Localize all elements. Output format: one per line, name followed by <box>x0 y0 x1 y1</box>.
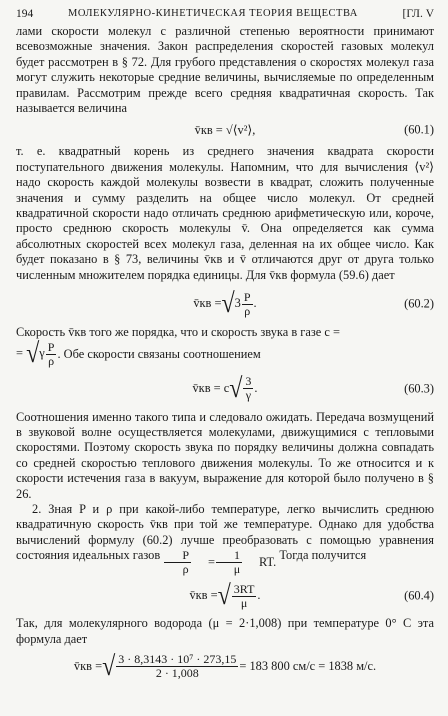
equation-60-3: v̄кв = c √ $\frac{3}{\gamma}$ . (60.3) <box>192 373 434 404</box>
equation-number: (60.1) <box>404 122 434 137</box>
equation-60-4: v̄кв = √ $\frac{3RT}{\mu}$ . (60.4) <box>189 581 434 612</box>
paragraph-4: Соотношения именно такого типа и следовало ожидать. Передача возмущений в звуковой волне осуществляется молекулами, движущимися с тепловыми скоростями. Поэтому скорость звука по порядку величины должна совпадать со средней скоростью теплового движения молекулы. То же относится и к скорости истечения газа в вакуум, выражение для которой было получено в § 26. <box>16 409 434 501</box>
equation-number: (60.4) <box>404 588 434 603</box>
equation-60-2: v̄кв = √ 3 $\frac{P}{\rho}$ . (60.2) <box>193 289 434 320</box>
equation-number: (60.3) <box>404 380 434 395</box>
equation-60-1: v̄кв = √⟨v²⟩, (60.1) <box>194 122 434 137</box>
paragraph-3b: = √ γ $\frac{P}{\rho}$ . Обе скорости связаны соотношением <box>16 339 261 369</box>
equation-hydrogen: v̄кв = √ $\frac{\text{3 · 8,3143 · 10⁷ · 273,15}}{2 \cdot 1,008}$ = 183 800 см/с = 1838 м/с. <box>73 652 377 682</box>
running-title: МОЛЕКУЛЯРНО-КИНЕТИЧЕСКАЯ ТЕОРИЯ ВЕЩЕСТВА <box>68 8 358 19</box>
page-number: 194 <box>16 8 34 20</box>
page-header <box>16 6 434 24</box>
paragraph-3a: Скорость v̄кв того же порядка, что и скорость звука в газе c = <box>16 325 340 340</box>
equation-number: (60.2) <box>404 296 434 311</box>
paragraph-2: т. е. квадратный корень из среднего значения квадрата скорости поступательного движения молекулы. Напомним, что для вычисления ⟨v²⟩ надо скорость каждой молекулы возвести в квадрат, сложить полученные значения и сумму разделить на общее число молекул. От средней квадратичной скорости надо отличать среднюю арифметическую или, короче, просто среднюю скорость молекулы v̄. Она определяется как сумма абсолютных скоростей всех молекул газа, деленная на их общее число. Как будет показано в § 73, величины v̄кв и v̄ отличаются друг от друга только численным множителем порядка единицы. Для v̄кв формула (59.6) дает <box>16 144 434 282</box>
chapter-label: [ГЛ. V <box>402 8 434 20</box>
paragraph-1: лами скорости молекул с различной степенью вероятности принимают всевозможные значения. Закон распределения скоростей газовых молекул будет рассмотрен в § 72. Для грубого представления о скоростях молекул газа могут служить некоторые средние величины, вычисляемые по определенным правилам. Рассмотрим прежде всего средняя квадратичная скорость. Так называется величина <box>16 24 434 116</box>
paragraph-5: 2. Зная P и ρ при какой-либо температуре, легко вычислить среднюю квадратичную скорость v̄кв при той же температуре. Однако для удобства вычислений формулу (60.2) лучше преобразовать с помощью уравнения состояния идеальных газов $\frac{P}{\rho}$ = $\frac{1}{\mu}$ RT. Тогда получится <box>16 501 434 577</box>
book-page <box>16 6 434 687</box>
page-body <box>16 24 434 684</box>
paragraph-6: Так, для молекулярного водорода (μ = 2·1,008) при температуре 0° С эта формула дает <box>16 616 434 646</box>
